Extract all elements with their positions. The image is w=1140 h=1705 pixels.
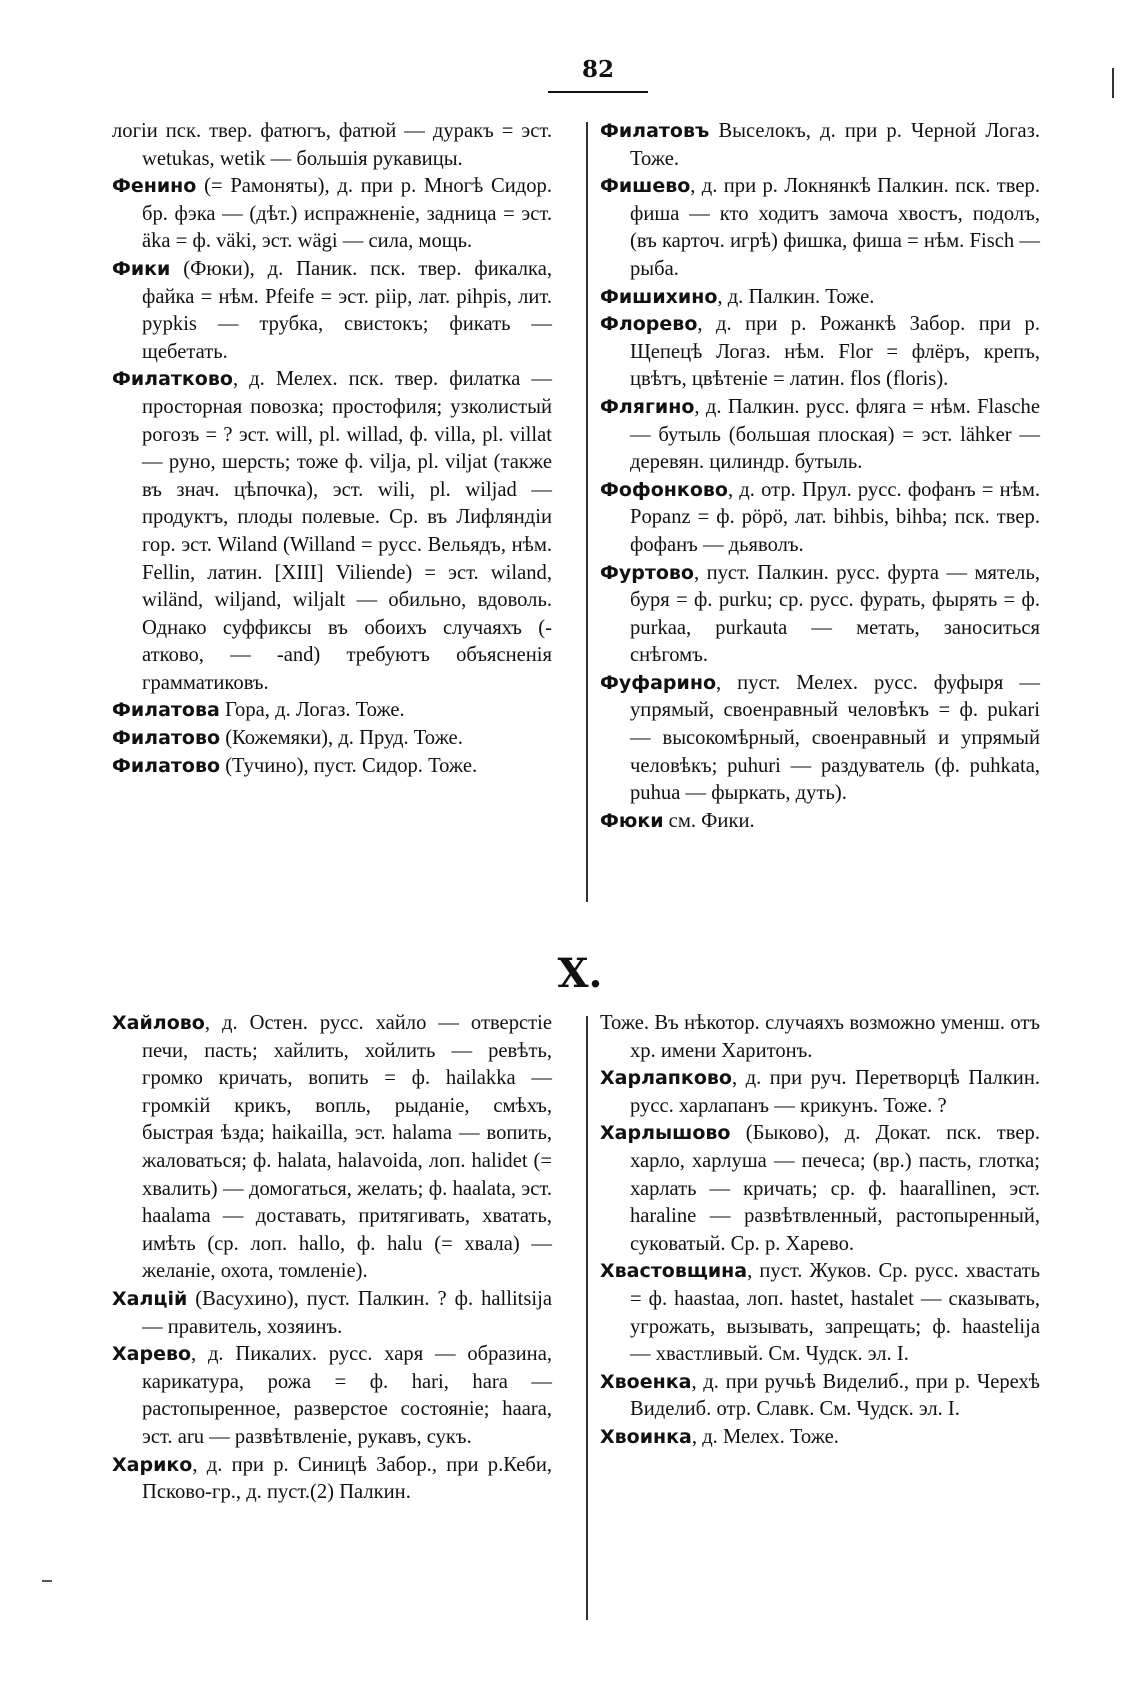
entry-definition: , д. Остен. русс. хайло — отверстіе печи, пасть; хайлить, хойлить — ревѣть, громко кричать, вопить = ф. hailakka — громкій крикъ, вопль, рыданіе, смѣхъ, быстрая ѣзда; haikailla, эст. halama — вопить, жаловаться; ф. halata, halavoida, лоп. halidet (= хвалить) — домогаться, желать; ф. haalata, эст. haalama — доставать, притягивать, хватать, имѣть (ср. лоп. hallo, ф. halu (= хвала) — желаніе, охота, томленіе). [142,1012,552,1283]
entry-definition: , д. при ручьѣ Виделиб., при р. Черехѣ Виделиб. отр. Славк. См. Чудск. эл. I. [630,1370,1040,1421]
dictionary-entry [112,256,552,366]
entry-definition: (Васухино), пуст. Палкин. ? ф. hallitsija — правитель, хозяинъ. [142,1287,552,1338]
bottom-right-column [600,1010,1040,1452]
entry-definition: , д. при р. Синицѣ Забор., при р.Кеби, Псково-гр., д. пуст.(2) Палкин. [142,1453,552,1504]
dictionary-entry [112,753,552,781]
entry-definition: , д. Мелех. Тоже. [691,1425,839,1448]
bottom-column-divider [586,1016,588,1620]
dictionary-entry [600,1258,1040,1368]
entry-headword: Хвоинка [600,1425,692,1448]
dictionary-entry [112,1286,552,1341]
dictionary-entry [112,697,552,725]
entry-definition: Выселокъ, д. при р. Черной Логаз. Тоже. [630,120,1040,170]
entry-headword: Хвоенка [600,1370,692,1393]
header-rule [548,91,648,93]
dictionary-entry [112,1341,552,1451]
entry-headword: Харико [112,1453,193,1476]
entry-headword: Хайлово [112,1012,205,1034]
entry-definition: , д. при руч. Перетворцѣ Палкин. русс. харлапанъ — крикунъ. Тоже. ? [630,1067,1040,1117]
edge-mark [1112,68,1114,98]
entry-headword: Филатково [112,368,233,391]
section-letter: Х. [557,950,603,997]
entry-definition: , пуст. Жуков. Ср. русс. хвастать = ф. haastaa, лоп. hastet, hastalet — сказывать, угрожать, вызывать, запрещать; ф. haastelija — хвастливый. См. Чудск. эл. I. [630,1260,1040,1366]
entry-headword: Фуфарино [600,671,716,694]
entry-definition: см. Фики. [663,809,755,832]
dictionary-entry [600,394,1040,477]
entry-headword: Фенино [112,175,197,198]
entry-definition: Гора, д. Логаз. Тоже. [219,699,405,722]
entry-definition: (Фюки), д. Паник. пск. твер. фикалка, файка = нѣм. Pfeife = эст. piip, лат. pihpis, лит. pypkis — трубка, свистокъ; фикать — щебетать. [142,257,552,363]
entry-definition: , д. отр. Прул. русс. фофанъ = нѣм. Popanz = ф. pöpö, лат. bihbis, bihba; пск. твер. фофанъ — дьяволъ. [630,478,1040,556]
top-right-column [600,118,1040,835]
entry-headword: Флорево [600,313,698,336]
dictionary-entry [600,1424,1040,1452]
dictionary-entry [112,118,552,173]
dictionary-entry [600,118,1040,173]
dictionary-entry [600,173,1040,283]
dictionary-entry [600,284,1040,312]
entry-definition: (Тучино), пуст. Сидор. Тоже. [220,754,478,777]
dictionary-entry [600,477,1040,560]
entry-headword: Филатовъ [600,120,710,142]
entry-headword: Харлышово [600,1122,731,1145]
dictionary-entry [600,808,1040,836]
entry-headword: Филатово [112,727,221,750]
entry-headword: Харлапково [600,1067,732,1090]
dictionary-entry [600,670,1040,808]
entry-headword: Хвастовщина [600,1260,748,1283]
entry-definition: , пуст. Палкин. русс. фурта — мятель, буря = ф. purku; ср. русс. фурать, фырять = ф. purkaa, purkauta — метать, заноситься снѣгомъ. [630,561,1040,667]
entry-headword: Фики [112,257,171,280]
margin-speck [42,1580,52,1582]
entry-headword: Фофонково [600,478,728,501]
entry-definition: логіи пск. твер. фатюгъ, фатюй — дуракъ = эст. wetukas, wetik — большія рукавицы. [112,120,552,170]
page-number: 82 [581,56,614,83]
dictionary-entry [600,560,1040,670]
entry-headword: Филатова [112,699,220,722]
entry-headword: Флягино [600,395,695,418]
dictionary-entry [112,1452,552,1507]
entry-definition: Тоже. Въ нѣкотор. случаяхъ возможно уменш. отъ хр. имени Харитонъ. [600,1012,1040,1062]
dictionary-entry [600,1369,1040,1424]
entry-definition: , д. Мелех. пск. твер. филатка — просторная повозка; простофиля; узколистый рогозъ = ? эст. will, pl. willad, ф. villa, pl. villat — руно, шерсть; тоже ф. vilja, pl. viljat (также въ знач. цѣпочка), эст. wili, pl. wiljad — продуктъ, плоды полевые. Ср. въ Лифляндіи гор. эст. Wiland (Willand = русс. Вельядъ, нѣм. Fellin, латин. [XIII] Viliende) = эст. wiland, wiländ, wiljand, wiljalt — обильно, вдоволь. Однако суффиксы въ обоихъ случаяхъ (-атково, — -and) требуютъ объясненія грамматиковъ. [142,368,552,694]
top-left-column [112,118,552,780]
bottom-left-column [112,1010,552,1507]
entry-headword: Филатово [112,754,221,777]
dictionary-entry [112,1010,552,1286]
entry-headword: Халцій [112,1287,188,1310]
dictionary-entry [600,1065,1040,1120]
dictionary-entry [112,366,552,697]
dictionary-entry [600,1010,1040,1065]
entry-definition: , д. при р. Локнянкѣ Палкин. пск. твер. фиша — кто ходитъ замоча хвостъ, подолъ, (въ карточ. игрѣ) фишка, фиша = нѣм. Fisch — рыба. [630,175,1040,280]
dictionary-entry [600,1120,1040,1258]
entry-definition: , д. Палкин. Тоже. [717,285,875,308]
dictionary-entry [112,173,552,256]
entry-definition: , пуст. Мелех. русс. фуфыря — упрямый, своенравный человѣкъ = ф. pukari — высокомѣрный, своенравный и упрямый человѣкъ; puhuri — раздуватель (ф. puhkata, puhua — фыркать, дуть). [630,671,1040,805]
dictionary-entry [600,311,1040,394]
top-column-divider [586,122,588,902]
entry-definition: , д. при р. Рожанкѣ Забор. при р. Щепецѣ Логаз. нѣм. Flor = флёръ, крепъ, цвѣтъ, цвѣтеніе = латин. flos (floris). [630,313,1040,391]
entry-headword: Фишево [600,175,691,198]
entry-definition: (Быково), д. Докат. пск. твер. харло, харлуша — печеса; (вр.) пасть, глотка; харлать — кричать; ср. ф. haarallinen, эст. haraline — развѣтвленный, растопыренный, суковатый. Ср. р. Харево. [630,1122,1040,1255]
entry-headword: Харево [112,1343,192,1366]
dictionary-entry [112,725,552,753]
entry-definition: , д. Палкин. русс. фляга = нѣм. Flasche — бутыль (большая плоская) = эст. lähker — деревян. цилиндр. бутыль. [630,395,1040,474]
entry-headword: Фуртово [600,561,694,584]
entry-definition: , д. Пикалих. русс. харя — образина, карикатура, рожа = ф. hari, hara — растопыренное, разверстое состояніе; haara, эст. aru — развѣтвленіе, рукавъ, сукъ. [142,1343,552,1448]
entry-definition: (= Рамоняты), д. при р. Многѣ Сидор. бр. фэка — (дѣт.) испражненіе, задница = эст. äka = ф. väki, эст. wägi — сила, мощь. [142,175,552,253]
entry-headword: Фюки [600,809,664,832]
entry-headword: Фишихино [600,285,718,308]
entry-definition: (Кожемяки), д. Пруд. Тоже. [220,727,463,750]
